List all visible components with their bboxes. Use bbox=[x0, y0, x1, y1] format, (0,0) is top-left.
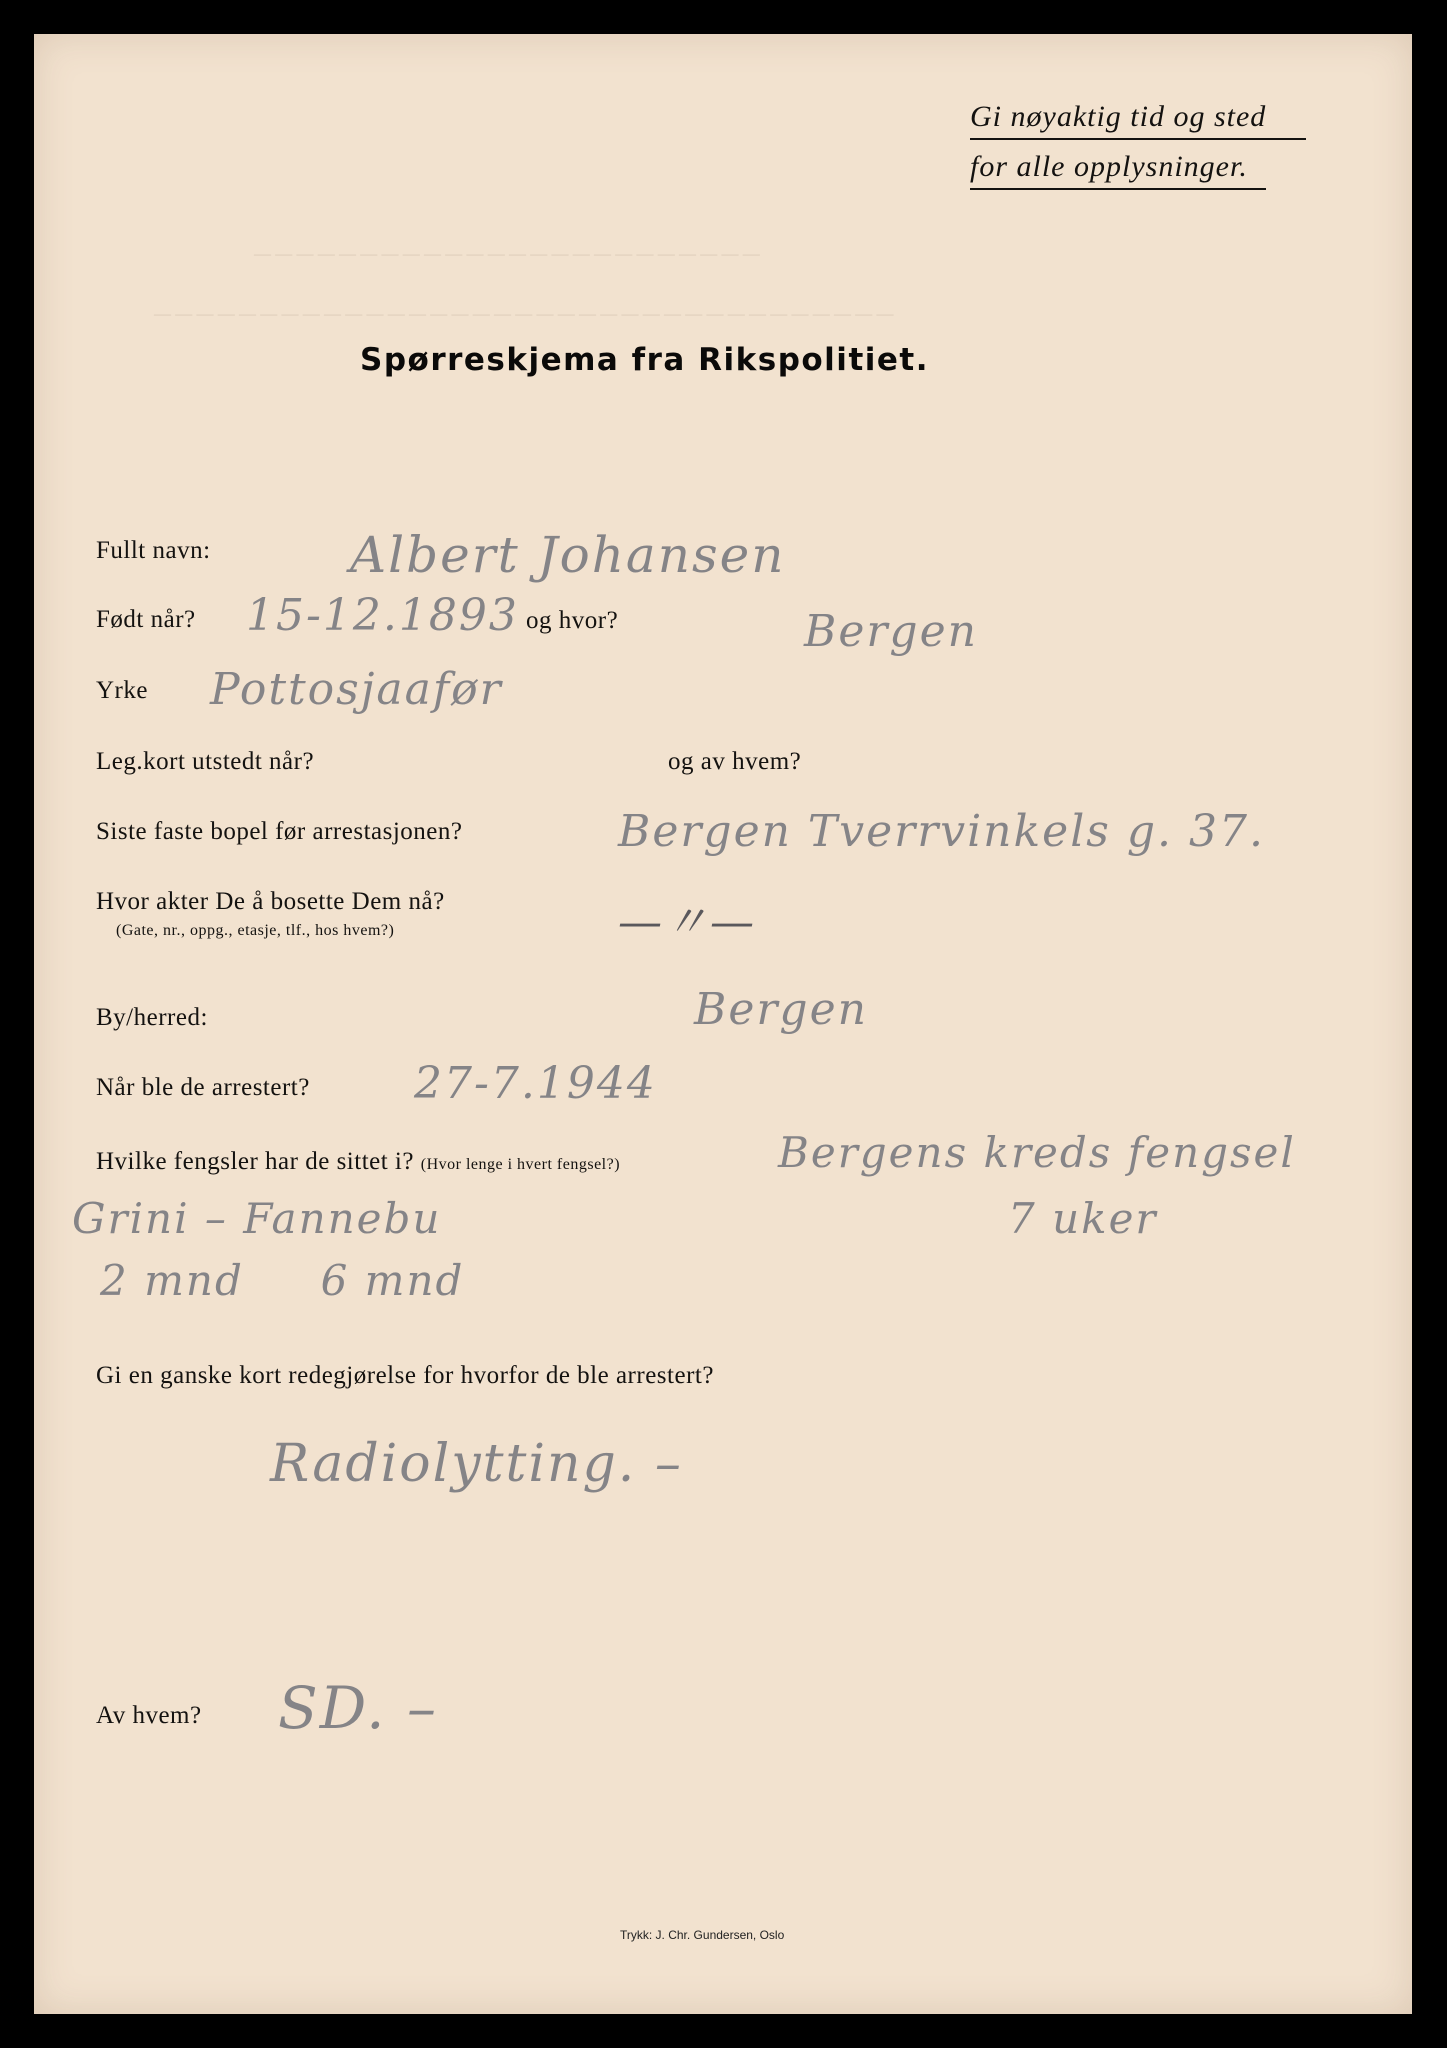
born-date-value: 15-12.1893 bbox=[246, 590, 519, 641]
last-address-value: Bergen Tverrvinkels g. 37. bbox=[618, 806, 1265, 857]
born-label: Født når? bbox=[96, 606, 196, 633]
arrested-value: 27-7.1944 bbox=[414, 1058, 657, 1109]
reason-value: Radiolytting. – bbox=[270, 1434, 683, 1494]
born-where-label: og hvor? bbox=[526, 607, 619, 634]
settle-value: —〃— bbox=[618, 897, 756, 948]
show-through-text: — — — — — — — — — — — — — — — — — — — — — — — — bbox=[254, 244, 760, 263]
name-value: Albert Johansen bbox=[350, 526, 786, 584]
prisons-value-line1: Bergens kreds fengsel bbox=[778, 1128, 1296, 1177]
born-place-value: Bergen bbox=[804, 606, 978, 657]
municipality-value: Bergen bbox=[694, 984, 868, 1035]
printer-credit: Trykk: J. Chr. Gundersen, Oslo bbox=[620, 1928, 785, 1942]
prisons-label bbox=[96, 1148, 620, 1176]
name-label: Fullt navn: bbox=[96, 537, 211, 564]
header-note-line1: Gi nøyaktig tid og sted bbox=[970, 100, 1267, 133]
prisons-value-line4: 2 mnd 6 mnd bbox=[100, 1256, 465, 1305]
by-whom-value: SD. – bbox=[278, 1674, 439, 1742]
settle-sublabel: (Gate, nr., oppg., etasje, tlf., hos hvem?) bbox=[116, 922, 395, 939]
form-sheet bbox=[34, 34, 1412, 2014]
prisons-value-line3: Grini – Fannebu bbox=[72, 1194, 442, 1243]
header-note-underline bbox=[970, 138, 1306, 140]
header-note-line2: for alle opplysninger. bbox=[970, 150, 1248, 183]
arrested-label: Når ble de arrestert? bbox=[96, 1074, 310, 1101]
prisons-sublabel: (Hvor lenge i hvert fengsel?) bbox=[420, 1156, 621, 1173]
occupation-label: Yrke bbox=[96, 677, 148, 704]
header-note-underline bbox=[970, 188, 1266, 190]
by-whom-label: Av hvem? bbox=[96, 1702, 202, 1729]
id-card-by-whom-label: og av hvem? bbox=[668, 748, 802, 775]
occupation-value: Pottosjaafør bbox=[210, 664, 503, 715]
show-through-text: — — — — — — — — — — — — — — — — — — — — — — — — — — — — — — — — — — — bbox=[154, 304, 894, 323]
form-title: Spørreskjema fra Rikspolitiet. bbox=[360, 342, 930, 378]
prisons-label-text: Hvilke fengsler har de sittet i? bbox=[96, 1148, 414, 1175]
id-card-label: Leg.kort utstedt når? bbox=[96, 748, 315, 775]
settle-label: Hvor akter De å bosette Dem nå? bbox=[96, 888, 445, 915]
municipality-label: By/herred: bbox=[96, 1004, 208, 1031]
last-address-label: Siste faste bopel før arrestasjonen? bbox=[96, 818, 463, 845]
prisons-value-line2: 7 uker bbox=[1008, 1194, 1158, 1243]
reason-label: Gi en ganske kort redegjørelse for hvorfor de ble arrestert? bbox=[96, 1362, 714, 1389]
